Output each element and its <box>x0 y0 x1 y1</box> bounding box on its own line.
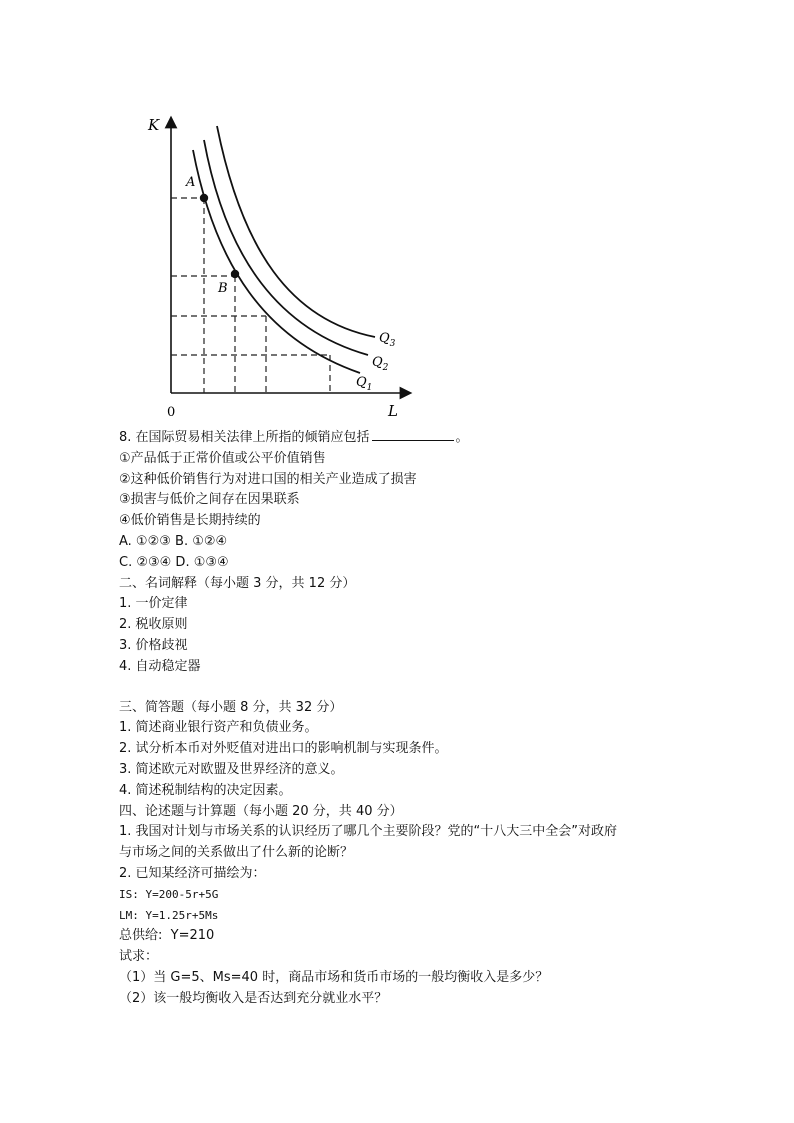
sub-question-1: （1）当 G=5、Ms=40 时，商品市场和货币市场的一般均衡收入是多少？ <box>119 969 549 985</box>
q8-stem-text: 8. 在国际贸易相关法律上所指的倾销应包括 <box>119 430 370 445</box>
section3-item: 2. 试分析本币对外贬值对进出口的影响机制与实现条件。 <box>119 741 448 757</box>
total-supply: 总供给: Y=210 <box>119 928 215 944</box>
section2-item: 2. 税收原则 <box>119 617 188 633</box>
q8-option-4: ④低价销售是长期持续的 <box>119 513 261 529</box>
point-a <box>200 194 208 202</box>
isoquant-q1 <box>193 150 360 373</box>
q8-option-1: ①产品低于正常价值或公平价值销售 <box>119 450 326 466</box>
is-equation: IS: Y=200-5r+5G <box>119 887 219 901</box>
ask-label: 试求： <box>119 949 159 965</box>
origin-label: 0 <box>167 405 176 420</box>
isoquant-q3 <box>217 126 375 337</box>
section2-title: 二、名词解释（每小题 3 分，共 12 分） <box>119 575 356 591</box>
isoquant-figure <box>140 110 440 425</box>
section2-item: 4. 自动稳定器 <box>119 658 201 674</box>
curve-label-q3: $Q_3$ <box>379 331 396 349</box>
answer-blank <box>372 428 454 441</box>
spacer <box>119 678 719 698</box>
section3-title: 三、简答题（每小题 8 分，共 32 分） <box>119 699 343 715</box>
point-a-label: A <box>186 175 196 190</box>
section3-item: 4. 简述税制结构的决定因素。 <box>119 782 292 798</box>
x-axis-label: L <box>388 402 398 420</box>
section3-item: 3. 简述欧元对欧盟及世界经济的意义。 <box>119 761 344 777</box>
q8-stem-end: 。 <box>455 430 469 445</box>
curve-label-q1: $Q_1$ <box>356 375 373 393</box>
section2-item: 3. 价格歧视 <box>119 637 188 653</box>
curve-label-q2: $Q_2$ <box>372 355 389 373</box>
q8-option-2: ②这种低价销售行为对进口国的相关产业造成了损害 <box>119 471 417 487</box>
q8-stem <box>119 428 719 449</box>
q8-option-3: ③损害与低价之间存在因果联系 <box>119 492 300 508</box>
exam-text <box>119 428 719 1010</box>
section2-item: 1. 一价定律 <box>119 596 188 612</box>
section4-q1-line2: 与市场之间的关系做出了什么新的论断？ <box>119 845 354 861</box>
section4-title: 四、论述题与计算题（每小题 20 分，共 40 分） <box>119 803 403 819</box>
q8-choices-cd: C. ②③④ D. ①③④ <box>119 554 229 570</box>
section4-q1-line1: 1. 我国对计划与市场关系的认识经历了哪几个主要阶段？党的“十八大三中全会”对政府 <box>119 824 618 840</box>
lm-equation: LM: Y=1.25r+5Ms <box>119 908 219 922</box>
y-axis-label: K <box>148 116 160 134</box>
section3-item: 1. 简述商业银行资产和负债业务。 <box>119 720 318 736</box>
section4-q2-intro: 2. 已知某经济可描绘为： <box>119 865 266 881</box>
point-b <box>231 270 239 278</box>
sub-question-2: （2）该一般均衡收入是否达到充分就业水平？ <box>119 990 388 1006</box>
q8-choices-ab: A. ①②③ B. ①②④ <box>119 533 228 549</box>
point-b-label: B <box>218 281 228 296</box>
